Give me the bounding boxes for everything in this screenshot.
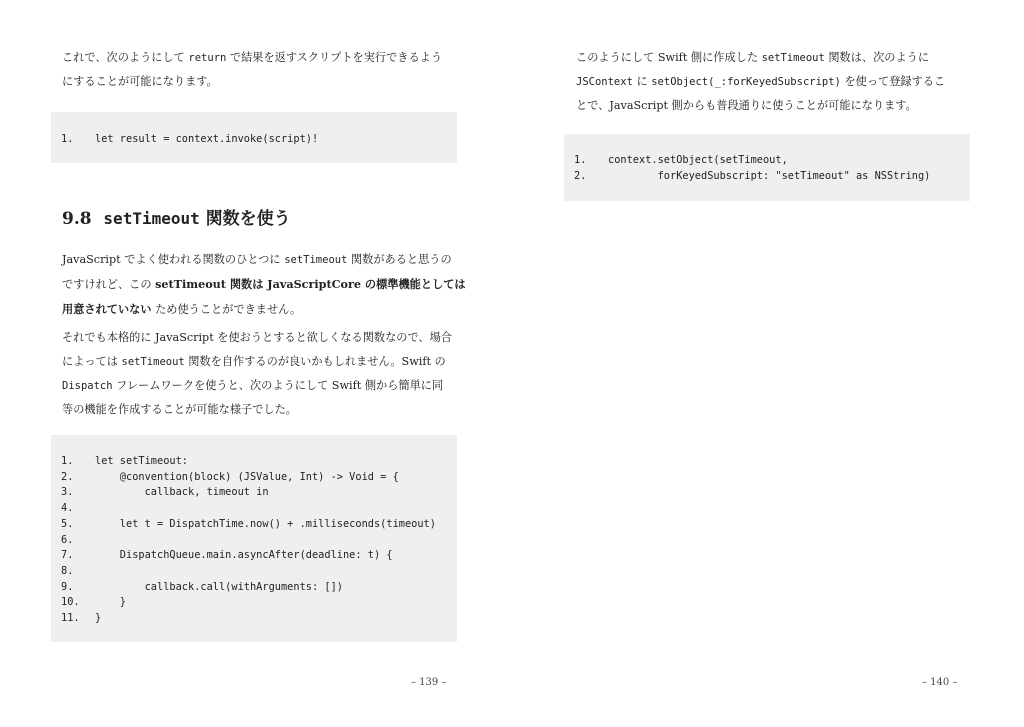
line-number: 11. bbox=[61, 612, 80, 624]
code-block-settimeout bbox=[51, 435, 457, 642]
code-line bbox=[51, 563, 95, 579]
paragraph-settimeout-intro: JavaScript でよく使われる関数のひとつに setTimeout 関数があると思うの ですけれど、この setTimeout 関数は JavaScriptCore の標準機能としては 用意されていない ため使うことができません。 bbox=[62, 253, 466, 316]
code-block-setobject bbox=[564, 134, 970, 201]
code-text: } bbox=[95, 612, 102, 624]
code-text: callback.call(withArguments: []) bbox=[95, 580, 343, 593]
line-number: 4. bbox=[61, 502, 74, 515]
line-number: 6. bbox=[61, 533, 74, 546]
line-number: 1. bbox=[61, 455, 74, 467]
code-line bbox=[51, 500, 95, 516]
line-number: 8. bbox=[61, 564, 74, 577]
page-number: – 139 – bbox=[411, 677, 447, 688]
code-line bbox=[51, 453, 188, 469]
code-text: @convention(block) (JSValue, Int) -> Void = { bbox=[95, 470, 399, 483]
line-number: 1. bbox=[61, 133, 74, 145]
code-line bbox=[564, 168, 930, 184]
section-heading: 9.8 setTimeout 関数を使う bbox=[62, 209, 291, 229]
code-line bbox=[51, 484, 269, 500]
line-number: 10. bbox=[61, 596, 80, 609]
code-text: let result = context.invoke(script)! bbox=[95, 133, 319, 145]
code-line bbox=[564, 152, 788, 168]
code-line bbox=[51, 547, 393, 563]
code-text: context.setObject(setTimeout, bbox=[608, 154, 788, 166]
code-line bbox=[51, 579, 343, 595]
paragraph-dispatch: それでも本格的に JavaScript を使おうとすると欲しくなる関数なので、場合 によっては setTimeout 関数を自作するのが良いかもしれません。Swift の Dispatch フレームワークを使うと、次のようにして Swift 側から簡単に同 等の機能を作成することが可能な様子でした。 bbox=[62, 331, 452, 416]
right-page bbox=[512, 0, 1024, 727]
code-text: let t = DispatchTime.now() + .milliseconds(timeout) bbox=[95, 517, 436, 530]
code-text: let setTimeout: bbox=[95, 455, 188, 467]
code-line bbox=[51, 469, 399, 485]
code-line bbox=[51, 516, 436, 532]
line-number: 7. bbox=[61, 549, 74, 562]
code-line bbox=[51, 532, 95, 548]
code-line bbox=[51, 131, 318, 147]
paragraph-intro: これで、次のようにして return で結果を返すスクリプトを実行できるよう にすることが可能になります。 bbox=[62, 51, 443, 88]
code-line bbox=[51, 594, 126, 610]
line-number: 5. bbox=[61, 517, 74, 530]
code-text: forKeyedSubscript: "setTimeout" as NSString) bbox=[608, 169, 931, 182]
code-text: callback, timeout in bbox=[95, 486, 269, 499]
code-line bbox=[51, 610, 101, 626]
line-number: 3. bbox=[61, 486, 74, 499]
line-number: 2. bbox=[574, 169, 587, 182]
code-text: DispatchQueue.main.asyncAfter(deadline: t) { bbox=[95, 549, 393, 562]
line-number: 9. bbox=[61, 580, 74, 593]
code-text: } bbox=[95, 596, 126, 609]
line-number: 2. bbox=[61, 470, 74, 483]
line-number: 1. bbox=[574, 154, 587, 166]
paragraph-register: このようにして Swift 側に作成した setTimeout 関数は、次のように JSContext に setObject(_:forKeyedSubscript) を使って登録するこ とで、JavaScript 側からも普段通りに使うことが可能になります。 bbox=[576, 51, 946, 112]
page-number: – 140 – bbox=[922, 677, 958, 688]
code-block-invoke bbox=[51, 112, 457, 163]
